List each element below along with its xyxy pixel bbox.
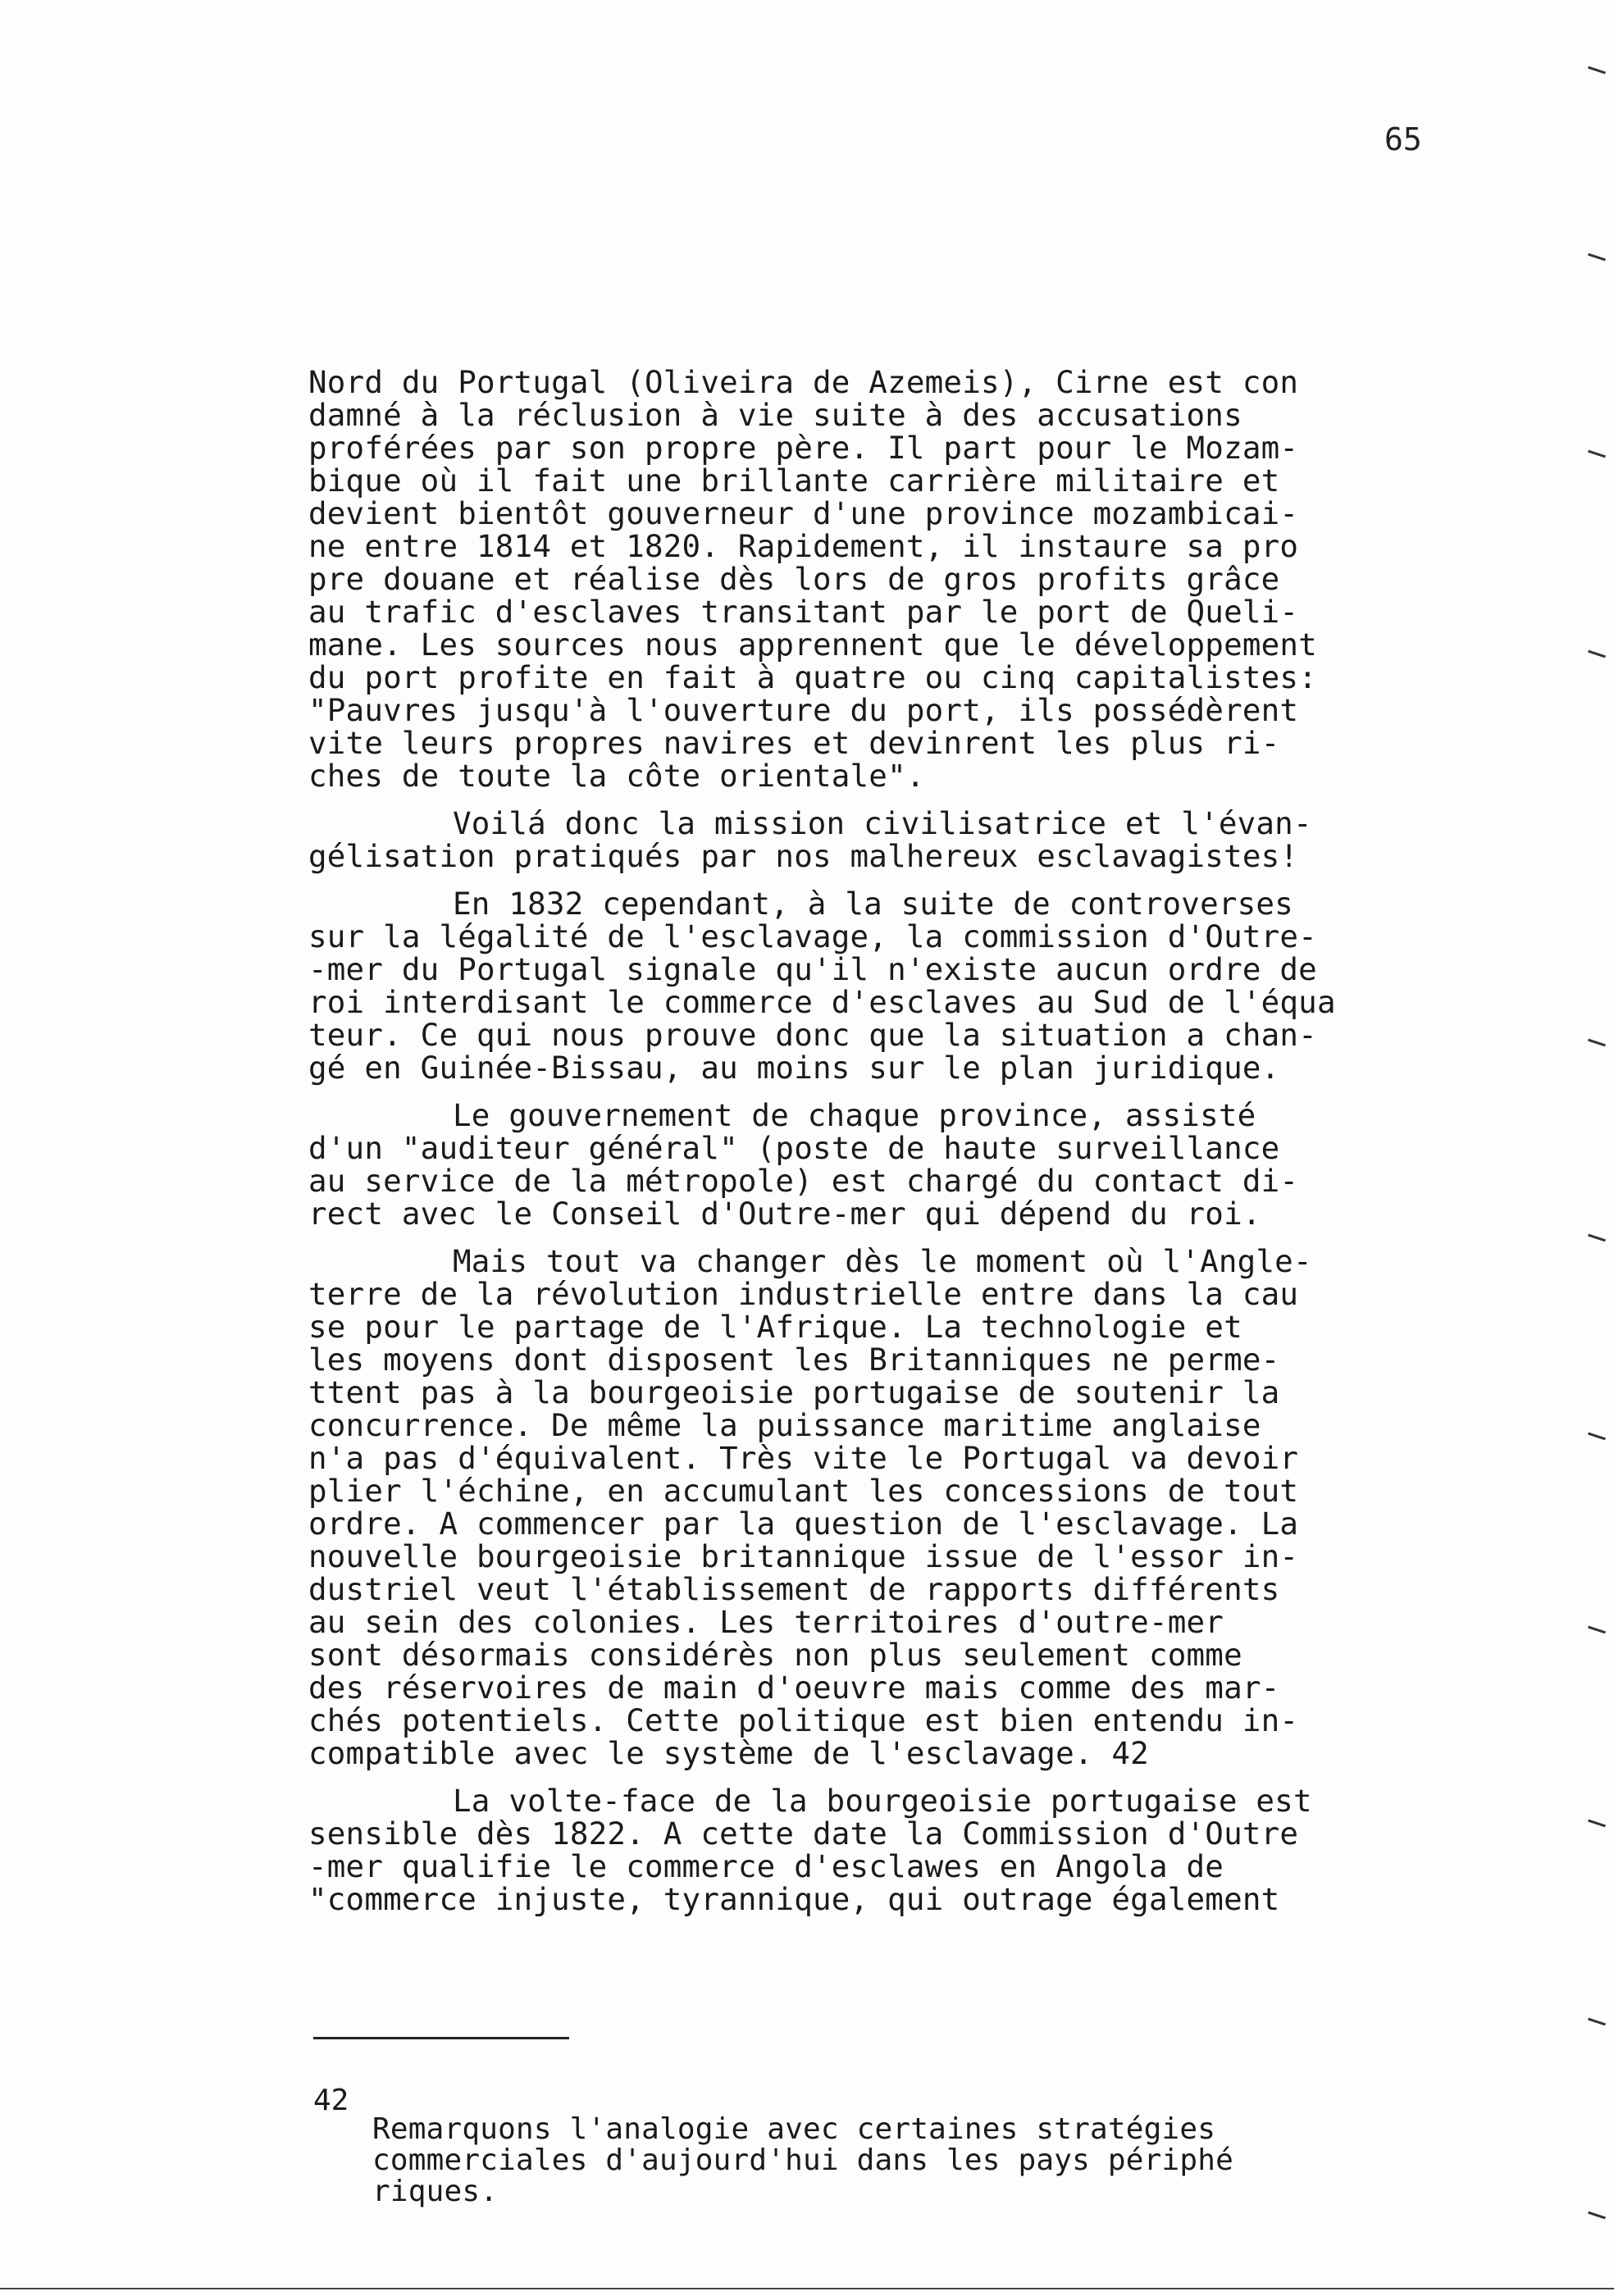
- text-line: dustriel veut l'établissement de rapports différents: [308, 1571, 1280, 1607]
- margin-mark: [1588, 1626, 1606, 1634]
- text-line: En 1832 cependant, à la suite de controverses: [453, 886, 1293, 922]
- text-line: bique où il fait une brillante carrière militaire et: [308, 462, 1280, 499]
- paragraph: [308, 1245, 1448, 1770]
- footnote-text: [372, 2114, 1438, 2207]
- footnote-line: commerciales d'aujourd'hui dans les pays périphé: [372, 2143, 1233, 2177]
- paragraph: [308, 1099, 1448, 1230]
- margin-mark: [1588, 1433, 1606, 1441]
- text-line: -mer du Portugal signale qu'il n'existe aucun ordre de: [308, 951, 1317, 987]
- text-line: sur la légalité de l'esclavage, la commission d'Outre-: [308, 918, 1317, 954]
- text-line: au trafic d'esclaves transitant par le port de Queli-: [308, 594, 1299, 630]
- text-line: gé en Guinée-Bissau, au moins sur le plan juridique.: [308, 1050, 1280, 1086]
- text-line: chés potentiels. Cette politique est bien entendu in-: [308, 1702, 1299, 1738]
- text-line: mane. Les sources nous apprennent que le développement: [308, 626, 1317, 663]
- text-line: ne entre 1814 et 1820. Rapidement, il instaure sa pro: [308, 528, 1299, 564]
- scan-edge: [0, 2288, 1614, 2289]
- paragraph: [308, 366, 1448, 792]
- margin-mark: [1588, 1820, 1606, 1828]
- footnote-line: Remarquons l'analogie avec certaines stratégies: [372, 2112, 1216, 2146]
- footnote-separator: [313, 2037, 569, 2039]
- text-line: nouvelle bourgeoisie britannique issue de l'essor in-: [308, 1538, 1299, 1574]
- text-line: au service de la métropole) est chargé du contact di-: [308, 1163, 1299, 1199]
- text-line: au sein des colonies. Les territoires d'outre-mer: [308, 1604, 1224, 1640]
- text-line: rect avec le Conseil d'Outre-mer qui dépend du roi.: [308, 1196, 1261, 1232]
- text-line: compatible avec le système de l'esclavage. 42: [308, 1735, 1149, 1771]
- paragraph: [308, 807, 1448, 872]
- text-line: Le gouvernement de chaque province, assisté: [453, 1097, 1256, 1133]
- margin-mark: [1588, 1039, 1606, 1047]
- text-line: n'a pas d'équivalent. Très vite le Portugal va devoir: [308, 1440, 1299, 1476]
- text-line: devient bientôt gouverneur d'une province mozambicai-: [308, 495, 1299, 531]
- text-line: roi interdisant le commerce d'esclaves au Sud de l'équa: [308, 984, 1336, 1020]
- text-line: vite leurs propres navires et devinrent les plus ri-: [308, 725, 1280, 761]
- text-line: des réservoires de main d'oeuvre mais comme des mar-: [308, 1670, 1280, 1706]
- text-line: ordre. A commencer par la question de l'esclavage. La: [308, 1506, 1299, 1542]
- footnote-line: riques.: [372, 2175, 499, 2208]
- footnote-number: 42: [313, 2084, 349, 2117]
- paragraph: [308, 1784, 1448, 1916]
- text-line: -mer qualifie le commerce d'esclawes en Angola de: [308, 1848, 1224, 1884]
- text-line: d'un "auditeur général" (poste de haute surveillance: [308, 1130, 1280, 1166]
- text-line: damné à la réclusion à vie suite à des accusations: [308, 397, 1242, 433]
- text-line: Voilá donc la mission civilisatrice et l'évan-: [453, 805, 1312, 841]
- text-line: plier l'échine, en accumulant les concessions de tout: [308, 1473, 1299, 1509]
- margin-mark: [1588, 253, 1606, 262]
- text-line: "Pauvres jusqu'à l'ouverture du port, ils possédèrent: [308, 692, 1299, 728]
- text-line: se pour le partage de l'Afrique. La technologie et: [308, 1309, 1242, 1345]
- text-line: proférées par son propre père. Il part pour le Mozam-: [308, 430, 1299, 466]
- margin-mark: [1588, 2212, 1606, 2220]
- text-line: Mais tout va changer dès le moment où l'Angle-: [453, 1243, 1312, 1279]
- text-line: du port profite en fait à quatre ou cinq capitalistes:: [308, 659, 1317, 695]
- margin-mark: [1588, 650, 1606, 658]
- margin-mark: [1588, 2018, 1606, 2026]
- text-line: teur. Ce qui nous prouve donc que la situation a chan-: [308, 1017, 1317, 1053]
- margin-mark: [1588, 66, 1606, 75]
- text-line: La volte-face de la bourgeoisie portugaise est: [453, 1783, 1312, 1819]
- text-line: ches de toute la côte orientale".: [308, 758, 925, 794]
- page-number: 65: [1384, 121, 1422, 157]
- text-line: pre douane et réalise dès lors de gros profits grâce: [308, 561, 1280, 597]
- text-line: sensible dès 1822. A cette date la Commission d'Outre: [308, 1815, 1299, 1852]
- text-line: ttent pas à la bourgeoisie portugaise de soutenir la: [308, 1374, 1280, 1410]
- text-line: gélisation pratiqués par nos malhereux esclavagistes!: [308, 838, 1299, 874]
- text-line: "commerce injuste, tyrannique, qui outrage également: [308, 1881, 1280, 1917]
- text-line: terre de la révolution industrielle entre dans la cau: [308, 1276, 1299, 1312]
- body-text: [308, 366, 1448, 1930]
- text-line: concurrence. De même la puissance maritime anglaise: [308, 1407, 1261, 1443]
- paragraph: [308, 887, 1448, 1084]
- text-line: les moyens dont disposent les Britanniques ne perme-: [308, 1342, 1280, 1378]
- margin-mark: [1588, 450, 1606, 458]
- text-line: Nord du Portugal (Oliveira de Azemeis), Cirne est con: [308, 364, 1299, 400]
- margin-mark: [1588, 1234, 1606, 1242]
- text-line: sont désormais considérès non plus seulement comme: [308, 1637, 1242, 1673]
